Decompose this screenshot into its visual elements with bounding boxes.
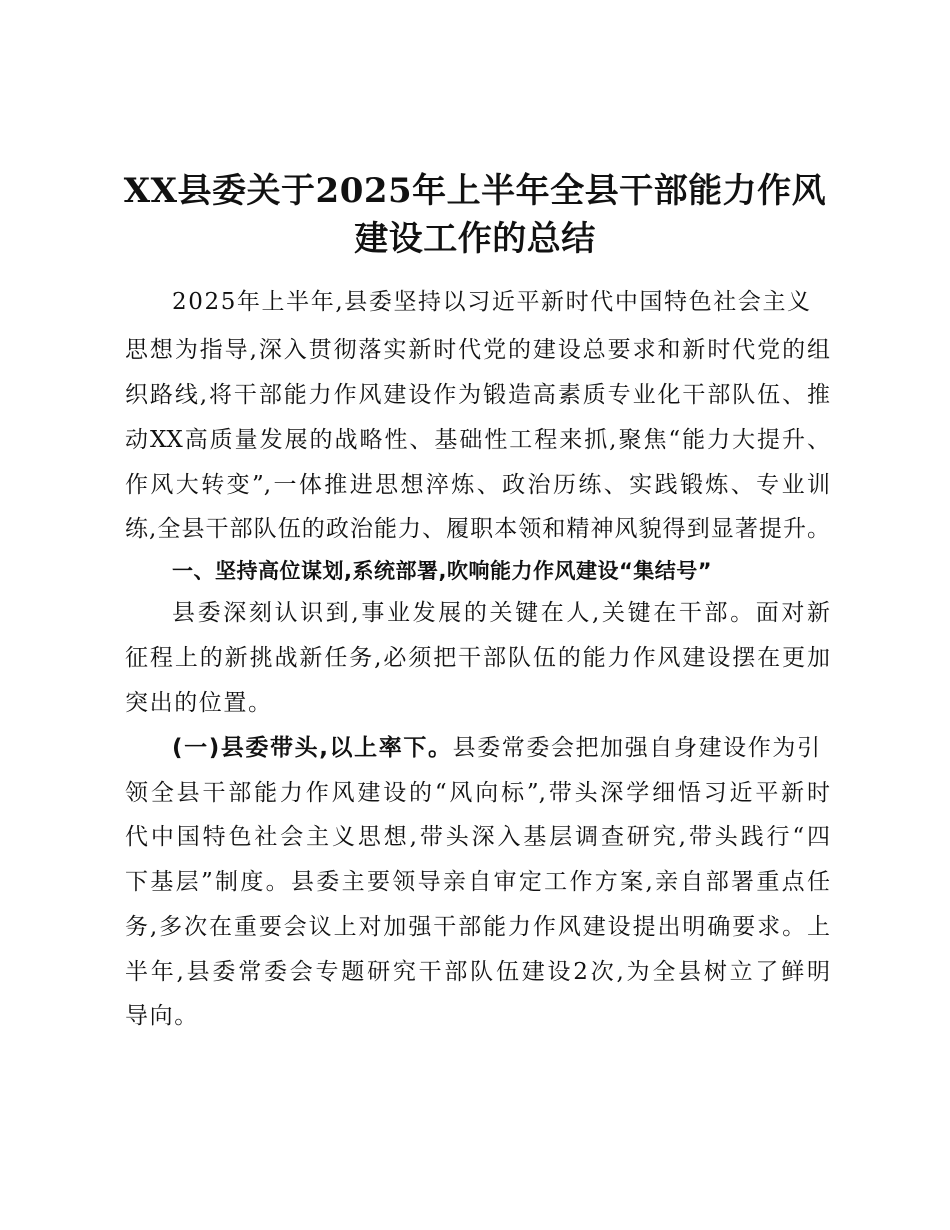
section-1-heading: 一、坚持高位谋划,系统部署,吹响能力作风建设“集结号” — [172, 559, 713, 583]
subsection-1-title: (一)县委带头,以上率下。 — [172, 735, 453, 761]
subsection-1-line-3: 代中国特色社会主义思想,带头深入基层调查研究,带头践行“四 — [125, 824, 830, 850]
subsection-1-line-2: 领全县干部能力作风建设的“风向标”,带头深学细悟习近平新时 — [125, 780, 830, 806]
subsection-1-line-5: 务,多次在重要会议上对加强干部能力作风建设提出明确要求。上 — [125, 914, 830, 940]
intro-line-4: 动XX高质量发展的战略性、基础性工程来抓,聚焦“能力大提升、 — [125, 427, 830, 453]
section-1-line-3: 突出的位置。 — [125, 690, 273, 716]
subsection-1-first-line — [172, 733, 822, 763]
subsection-1-line-7: 导向。 — [125, 1003, 199, 1029]
section-1-line-2: 征程上的新挑战新任务,必须把干部队伍的能力作风建设摆在更加 — [125, 645, 830, 671]
intro-line-3: 织路线,将干部能力作风建设作为锻造高素质专业化干部队伍、推 — [125, 382, 830, 408]
document-title-line-1: XX县委关于2025年上半年全县干部能力作风 — [123, 171, 827, 211]
subsection-1-line-4: 下基层”制度。县委主要领导亲自审定工作方案,亲自部署重点任 — [125, 869, 830, 895]
document-title-line-2: 建设工作的总结 — [354, 219, 596, 259]
intro-line-5: 作风大转变”,一体推进思想淬炼、政治历练、实践锻炼、专业训 — [125, 472, 830, 498]
subsection-1-first-rest: 县委常委会把加强自身建设作为引 — [452, 735, 822, 761]
intro-line-2: 思想为指导,深入贯彻落实新时代党的建设总要求和新时代党的组 — [125, 337, 830, 363]
intro-line-1: 2025年上半年,县委坚持以习近平新时代中国特色社会主义 — [172, 289, 812, 315]
subsection-1-line-6: 半年,县委常委会专题研究干部队伍建设2次,为全县树立了鲜明 — [125, 959, 830, 985]
intro-line-6: 练,全县干部队伍的政治能力、履职本领和精神风貌得到显著提升。 — [125, 516, 830, 542]
section-1-line-1: 县委深刻认识到,事业发展的关键在人,关键在干部。面对新 — [172, 600, 830, 626]
